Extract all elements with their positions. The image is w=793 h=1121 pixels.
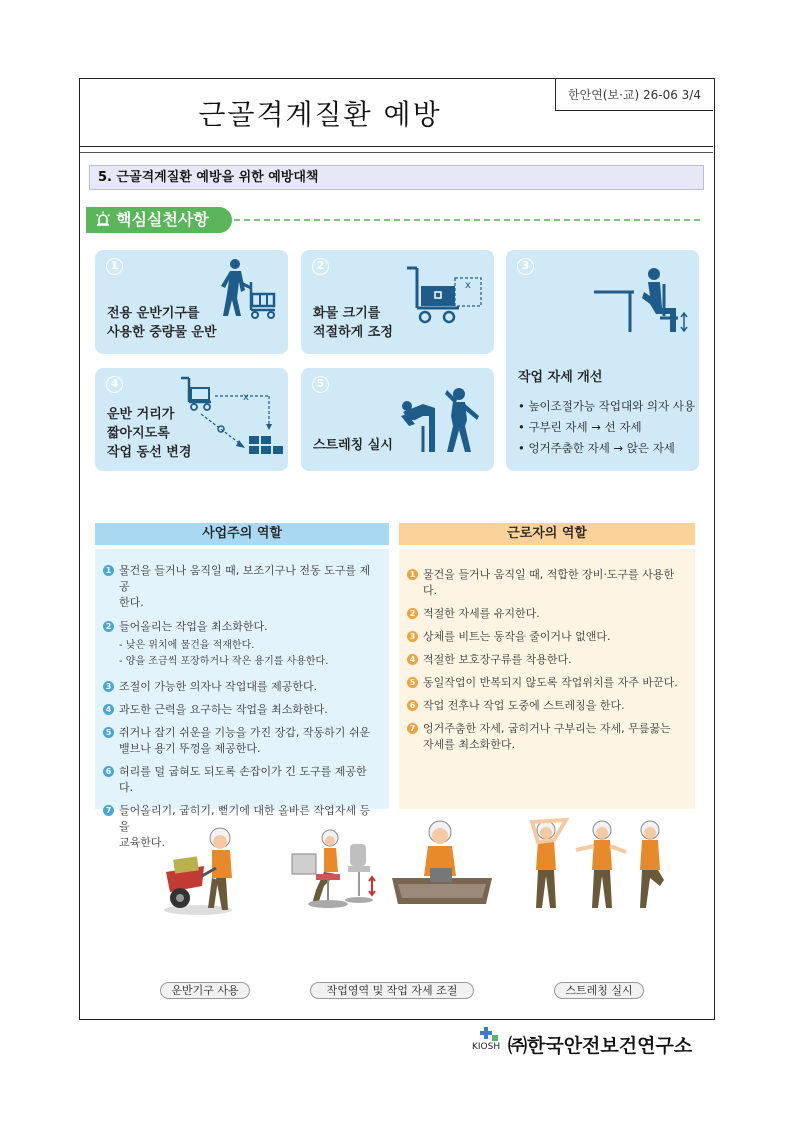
card-label-line: 운반 거리가 [107, 407, 175, 422]
sub-item: - 양을 조금씩 포장하거나 작은 용기를 사용한다. [119, 656, 329, 667]
list-item [103, 702, 379, 718]
illustration-row [80, 814, 713, 1004]
practice-card-4 [95, 368, 288, 471]
item-number: 5 [407, 677, 418, 688]
item-number: 2 [103, 621, 114, 632]
workers-stretching-illustration [526, 816, 676, 916]
list-item [407, 567, 685, 599]
employer-role-heading: 사업주의 역할 [95, 523, 389, 545]
item-text: 교육한다. [119, 836, 166, 849]
item-number: 6 [407, 700, 418, 711]
item-number: 2 [407, 608, 418, 619]
item-text: 허리를 덜 굽혀도 되도록 손잡이가 긴 도구를 제공한다. [119, 765, 367, 794]
list-item [407, 698, 685, 714]
practice-card-1 [95, 250, 288, 354]
card-label: 스트레칭 실시 [313, 438, 393, 453]
document-frame [79, 78, 715, 1020]
card-number: 5 [312, 376, 329, 393]
item-number: 7 [103, 805, 114, 816]
list-item [407, 606, 685, 622]
card-title: 작업 자세 개선 [518, 370, 603, 385]
alarm-light-icon [95, 211, 111, 227]
item-number: 1 [103, 565, 114, 576]
list-item [407, 721, 685, 753]
seated-worker-adjusting-chair-illustration [290, 824, 390, 914]
item-text: 작업 전후나 작업 도중에 스트레칭을 한다. [423, 699, 625, 712]
worker-role-list [399, 549, 695, 809]
worker-role-heading: 근로자의 역할 [399, 523, 695, 545]
card-label-line: 전용 운반기구를 [107, 306, 200, 321]
card-label-line: 짧아지도록 [107, 426, 170, 441]
item-number: 4 [103, 704, 114, 715]
card-label-line: 화물 크기를 [313, 306, 381, 321]
card-number: 2 [312, 258, 329, 275]
list-item [103, 764, 379, 796]
item-text: 물건을 들거나 움직일 때, 적합한 장비·도구를 사용한다. [423, 568, 675, 597]
stretching-figures-icon [395, 386, 485, 456]
item-number: 3 [103, 681, 114, 692]
svg-text:x: x [465, 280, 471, 291]
item-text: 과도한 근력을 요구하는 작업을 최소화한다. [119, 703, 328, 716]
item-text: 상체를 비트는 동작을 줄이거나 없앤다. [423, 630, 611, 643]
item-text: 적절한 자세를 유지한다. [423, 607, 540, 620]
card-label-line: 적절하게 조정 [313, 325, 393, 340]
item-text: 물건을 들거나 움직일 때, 보조기구나 전동 도구를 제공 [119, 564, 371, 593]
card-number: 3 [517, 258, 534, 275]
badge-label: 핵심실천사항 [116, 210, 209, 229]
footer [472, 1023, 712, 1057]
posture-list [518, 396, 695, 459]
cart-with-box-icon [405, 262, 487, 326]
list-item [103, 563, 379, 611]
list-item [407, 629, 685, 645]
section-heading: 5. 근골격계질환 예방을 위한 예방대책 [89, 165, 704, 190]
item-number: 1 [407, 569, 418, 580]
worker-with-wheelbarrow-illustration [158, 820, 278, 920]
item-number: 7 [407, 723, 418, 734]
worker-pushing-cart-icon [215, 258, 281, 322]
item-number: 5 [103, 727, 114, 738]
item-text: 동일작업이 반복되지 않도록 작업위치를 자주 바꾼다. [423, 676, 678, 689]
item-number: 4 [407, 654, 418, 665]
card-label [313, 304, 393, 342]
card-label [107, 304, 217, 342]
item-text: 들어올리는 작업을 최소화한다. [119, 620, 268, 633]
key-practice-badge [86, 207, 232, 233]
list-item: • 구부린 자세 → 선 자세 [518, 417, 695, 438]
card-number: 1 [106, 258, 123, 275]
item-text: 밸브나 용기 뚜껑을 제공한다. [119, 742, 261, 755]
item-text: 쥐거나 잡기 쉬운을 기능을 가진 장갑, 작동하기 쉬운 [119, 726, 371, 739]
card-label-line: 사용한 중량물 운반 [107, 325, 217, 340]
item-text: 들어올리기, 굽히기, 뻗기에 대한 올바른 작업자세 등을 [119, 804, 371, 833]
item-text: 한다. [119, 596, 144, 609]
practice-card-5 [301, 368, 494, 471]
svg-text:x: x [243, 392, 249, 403]
item-text: 적절한 보호장구류를 착용한다. [423, 653, 572, 666]
kiosh-wordmark: KIOSH [472, 1042, 501, 1052]
list-item [103, 725, 379, 757]
item-text: 엉거주춤한 자세, 굽히거나 구부리는 자세, 무릎꿇는 [423, 722, 671, 735]
card-label [107, 405, 191, 462]
list-item [103, 679, 379, 695]
employer-role-list [95, 549, 389, 849]
sub-item: - 낮은 위치에 물건을 적재한다. [119, 640, 255, 651]
practice-card-2 [301, 250, 494, 354]
title-row [80, 79, 713, 147]
page-title: 근골격계질환 예방 [198, 98, 442, 131]
item-number: 3 [407, 631, 418, 642]
caption-cart-use: 운반기구 사용 [160, 982, 250, 999]
worker-at-workbench-illustration [392, 818, 492, 918]
item-number: 6 [103, 766, 114, 777]
list-item: • 엉거주춤한 자세 → 앉은 자세 [518, 438, 695, 459]
practice-card-3 [506, 250, 699, 471]
card-label-line: 작업 동선 변경 [107, 445, 192, 460]
list-item: • 높이조절가능 작업대와 의자 사용 [518, 396, 695, 417]
document-code: 한안연(보·교) 26-06 3/4 [555, 79, 713, 111]
caption-work-area-posture: 작업영역 및 작업 자세 조절 [310, 982, 474, 999]
seated-worker-at-desk-icon [592, 264, 688, 340]
list-item [103, 619, 379, 635]
list-item [407, 675, 685, 691]
caption-stretching: 스트레칭 실시 [554, 982, 644, 999]
route-change-icon [181, 374, 285, 464]
item-text: 조절이 가능한 의자나 작업대를 제공한다. [119, 680, 318, 693]
dashed-divider [234, 219, 700, 221]
title-divider [80, 152, 713, 153]
list-item [407, 652, 685, 668]
organization-name: ㈜한국안전보건연구소 [508, 1035, 693, 1057]
item-text: 자세를 최소화한다. [423, 738, 516, 751]
card-number: 4 [106, 376, 123, 393]
